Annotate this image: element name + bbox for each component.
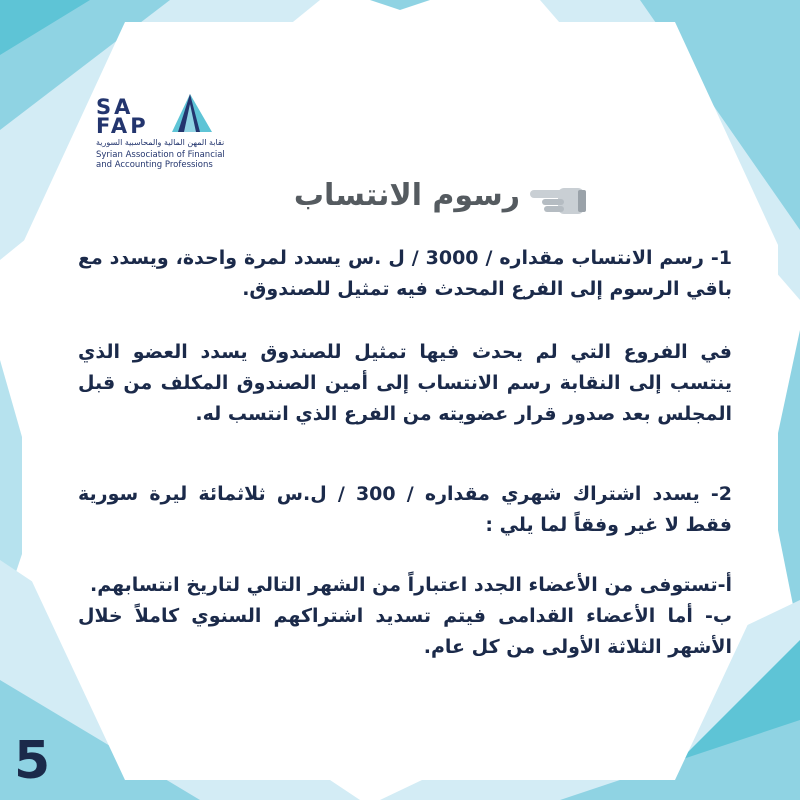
paragraph-entry-fee: 1- رسم الانتساب مقداره / 3000 / ل .س يسدد لمرة واحدة، ويسدد مع باقي الرسوم إلى الفرع المحدث فيه تمثيل للصندوق. (78, 247, 732, 300)
paragraph-monthly-fee: 2- يسدد اشتراك شهري مقداره / 300 / ل.س ثلاثمائة ليرة سورية فقط لا غير وفقاً لما يلي : (78, 483, 733, 536)
logo-english-name (96, 150, 225, 170)
page-title: رسوم الانتساب (293, 178, 520, 213)
logo-letters-bottom: FAP (96, 114, 149, 138)
logo-letters-top: SA (96, 95, 134, 119)
logo-english-line2: and Accounting Professions (96, 160, 213, 170)
paragraph-branches: في الفروع التي لم يحدث فيها تمثيل للصندوق يسدد العضو الذي ينتسب إلى النقابة رسم الانتساب إلى أمين الصندوق المكلف من قبل المجلس بعد صدور قرار عضويته من الفرع الذي انتسب له. (78, 341, 732, 425)
logo-triangle-icon (170, 94, 212, 134)
logo-letters (96, 95, 149, 138)
logo-english-line1: Syrian Association of Financial (96, 150, 225, 160)
bg-top-right-teal (370, 0, 430, 10)
hand-pointing-left-icon (528, 182, 588, 220)
logo-arabic-name: نقابة المهن المالية والمحاسبية السورية (96, 138, 225, 147)
paragraph-new-members: أ-تستوفى من الأعضاء الجدد اعتباراً من الشهر التالي لتاريخ انتسابهم. (89, 574, 732, 596)
paragraph-old-members: ب- أما الأعضاء القدامى فيتم تسديد اشتراكهم السنوي كاملاً خلال الأشهر الثلاثة الأولى من كل عام. (78, 605, 732, 658)
logo (96, 92, 246, 184)
page-number: 5 (14, 731, 51, 791)
